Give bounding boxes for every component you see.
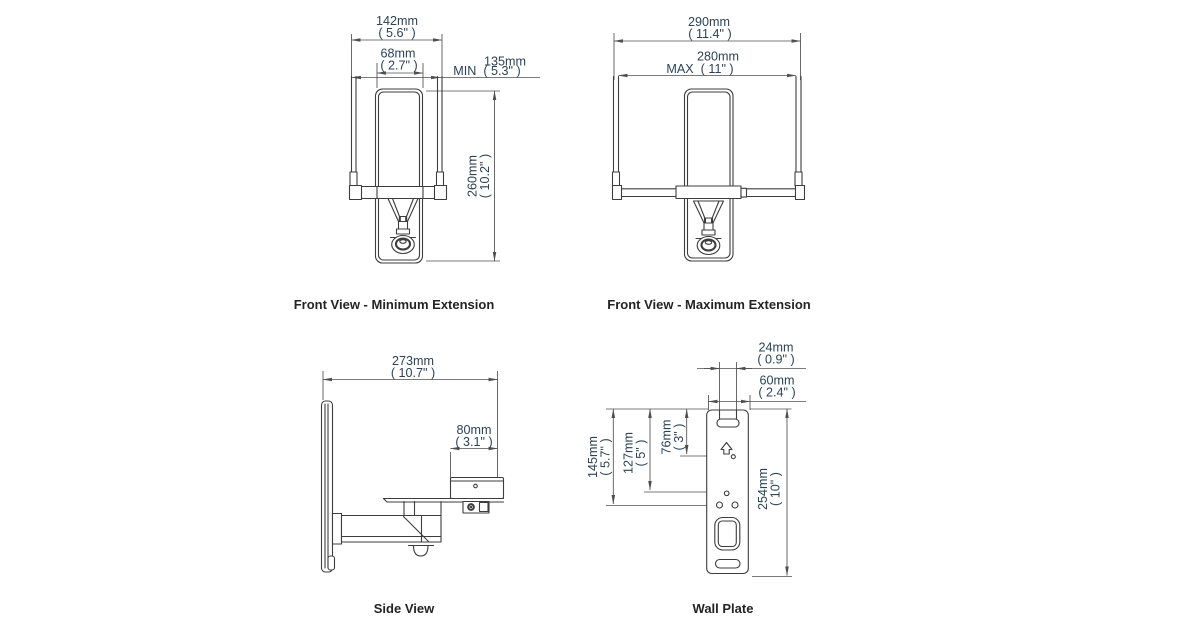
dim-outer-width-mm: 142mm [376,14,418,28]
adjust-knob [391,236,416,254]
side-view-label: Side View [373,601,435,616]
dim-lower-holes-mm: 145mm [586,436,600,478]
dim-lower-holes-in: ( 5.7" ) [598,438,613,476]
lower-hole-left [717,502,723,508]
dim-plate-width-mm: 60mm [759,373,795,388]
dim-slot-width-mm: 24mm [758,340,794,355]
front-min-view [294,14,540,312]
dim-min-extension-in: MIN ( 5.3" ) [453,64,521,78]
upper-hole [731,455,735,459]
lower-hole-right [732,502,738,508]
side-view [322,354,504,616]
dim-max-extension-in: MAX ( 11" ) [666,62,734,76]
mid-hole [724,491,729,496]
wall-plate-part [707,410,749,574]
dim-height-mm: 260mm [465,155,480,197]
dim-plate-width-in: ( 2.4" ) [758,385,796,400]
dim-plate-height-mm: 254mm [756,468,770,510]
dim-clamp-width-mm: 68mm [380,46,416,61]
dim-clamp-width-in: ( 2.7" ) [380,58,418,73]
front-max-view [607,15,811,312]
cross-bar [613,186,805,200]
dim-mid-hole-in: ( 5" ) [634,439,648,467]
dim-slot-width-in: ( 0.9" ) [757,352,795,367]
dim-outer-width-max-in: ( 11.4" ) [688,27,732,41]
dim-upper-hole-in: ( 3" ) [672,423,686,451]
dim-depth-in: ( 10.7" ) [390,366,436,380]
wall-plate-label: Wall Plate [692,601,754,616]
arm-knob [414,546,429,557]
front-min-view-label: Front View - Minimum Extension [293,297,495,312]
dim-min-extension-mm: 135mm [484,54,526,69]
mount-arm [333,502,442,557]
wall-plate-profile [322,401,335,572]
dim-height-in: ( 10.2" ) [478,153,492,199]
dim-platform-depth-in: ( 3.1" ) [455,435,493,449]
cross-bar [350,186,447,200]
dim-outer-width-in: ( 5.6" ) [378,26,416,40]
wall-plate-view [586,341,806,617]
keyhole-slot [717,419,739,427]
dim-upper-hole-mm: 76mm [659,419,674,455]
front-max-view-label: Front View - Maximum Extension [607,297,811,312]
dim-plate-height-in: ( 10" ) [768,472,783,506]
speaker-platform [384,478,504,514]
dim-max-extension-mm: 280mm [697,49,739,64]
dim-outer-width-max-mm: 290mm [688,15,730,29]
dim-platform-depth-mm: 80mm [456,423,492,437]
bottom-slot [716,560,741,569]
dim-depth-mm: 273mm [392,354,434,368]
adjust-knob [696,237,721,255]
dim-mid-hole-mm: 127mm [621,432,636,474]
